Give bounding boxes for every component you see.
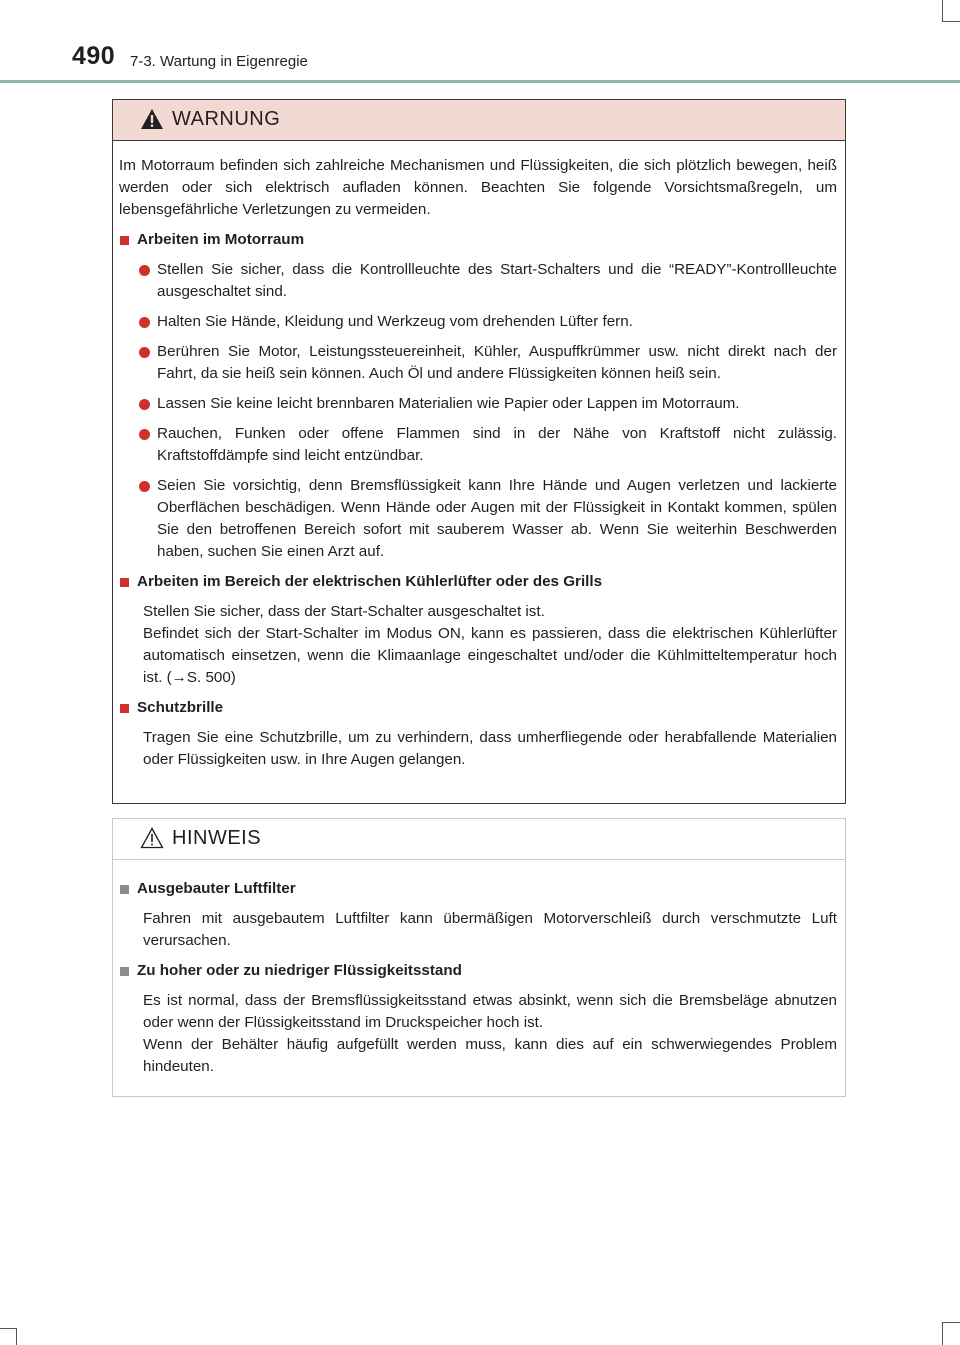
- square-bullet-icon: [120, 236, 129, 245]
- warning-box: [112, 99, 846, 804]
- header-rule: [0, 80, 960, 83]
- round-bullet-icon: [139, 481, 150, 492]
- notice-body: [113, 860, 845, 1078]
- list-item: Halten Sie Hände, Kleidung und Werkzeug vom drehenden Lüfter fern.: [139, 311, 837, 333]
- round-bullet-icon: [139, 399, 150, 410]
- subsection-heading: Zu hoher oder zu niedriger Flüssigkeitsstand: [119, 960, 837, 982]
- crop-mark: [16, 1328, 17, 1345]
- notice-header: [113, 819, 845, 860]
- subsection-heading: Schutzbrille: [119, 697, 837, 719]
- list-item: Rauchen, Funken oder offene Flammen sind in der Nähe von Kraftstoff nicht zulässig. Kraftstoffdämpfe sind leicht entzündbar.: [139, 423, 837, 467]
- subsection-heading: Arbeiten im Bereich der elektrischen Kühlerlüfter oder des Grills: [119, 571, 837, 593]
- round-bullet-icon: [139, 347, 150, 358]
- square-bullet-icon: [120, 704, 129, 713]
- square-bullet-icon: [120, 885, 129, 894]
- page-header: [72, 40, 952, 80]
- crop-mark: [942, 1322, 960, 1323]
- round-bullet-icon: [139, 317, 150, 328]
- warning-header: [113, 100, 845, 141]
- square-bullet-icon: [120, 967, 129, 976]
- subsection-text: Es ist normal, dass der Bremsflüssigkeitsstand etwas absinkt, wenn sich die Bremsbeläge abnutzen oder wenn der Flüssigkeitsstand im Druckspeicher hoch ist. Wenn der Behälter häufig aufgefüllt werden muss, kann dies auf ein schwerwiegendes Problem hindeuten.: [143, 992, 837, 1075]
- notice-triangle-icon: [140, 827, 164, 849]
- crop-mark: [942, 0, 943, 22]
- round-bullet-icon: [139, 265, 150, 276]
- page-number: 490: [72, 42, 116, 70]
- square-bullet-icon: [120, 578, 129, 587]
- subsection-text: Fahren mit ausgebautem Luftfilter kann übermäßigen Motorverschleiß durch verschmutzte Luft verursachen.: [143, 910, 837, 949]
- warning-intro: Im Motorraum befinden sich zahlreiche Mechanismen und Flüssigkeiten, die sich plötzlich bewegen, heiß werden oder sich elektrisch aufladen können. Beachten Sie folgende Vorsichtsmaßregeln, um lebensgefährliche Verletzungen zu vermeiden.: [119, 157, 837, 218]
- subsection-text: Stellen Sie sicher, dass der Start-Schalter ausgeschaltet ist. Befindet sich der Start-Schalter im Modus ON, kann es passieren, dass die elektrischen Kühlerlüfter automatisch einsetzen, wenn die Klimaanlage eingeschaltet und/oder die Kühlmitteltemperatur hoch ist. (→S. 500): [143, 603, 837, 686]
- list-item: Stellen Sie sicher, dass die Kontrollleuchte des Start-Schalters und die “READY”-Kontrollleuchte ausgeschaltet sind.: [139, 259, 837, 303]
- round-bullet-icon: [139, 429, 150, 440]
- list-item: Berühren Sie Motor, Leistungssteuereinheit, Kühler, Auspuffkrümmer usw. nicht direkt nach der Fahrt, da sie heiß sein können. Auch Öl und andere Flüssigkeiten können heiß sein.: [139, 341, 837, 385]
- warning-triangle-icon: [140, 108, 164, 130]
- subsection-heading: Arbeiten im Motorraum: [119, 229, 837, 251]
- crop-mark: [942, 1322, 943, 1345]
- crop-mark: [942, 21, 960, 22]
- notice-box: [112, 818, 846, 1097]
- list-item: Seien Sie vorsichtig, denn Bremsflüssigkeit kann Ihre Hände und Augen verletzen und lackierte Oberflächen beschädigen. Wenn Hände oder Augen mit der Flüssigkeit in Kontakt kommen, spülen Sie den betroffenen Bereich sofort mit sauberem Wasser ab. Wenn Sie weiterhin Beschwerden haben, suchen Sie einen Arzt auf.: [139, 475, 837, 563]
- subsection-text: Tragen Sie eine Schutzbrille, um zu verhindern, dass umherfliegende oder herabfallende Materialien oder Flüssigkeiten usw. in Ihre Augen gelangen.: [143, 729, 837, 768]
- notice-title: HINWEIS: [172, 827, 262, 849]
- subsection-heading: Ausgebauter Luftfilter: [119, 878, 837, 900]
- list-item: Lassen Sie keine leicht brennbaren Materialien wie Papier oder Lappen im Motorraum.: [139, 393, 837, 415]
- crop-mark: [0, 1328, 17, 1329]
- section-title: 7-3. Wartung in Eigenregie: [130, 53, 308, 70]
- warning-body: [113, 141, 845, 771]
- warning-title: WARNUNG: [172, 108, 281, 130]
